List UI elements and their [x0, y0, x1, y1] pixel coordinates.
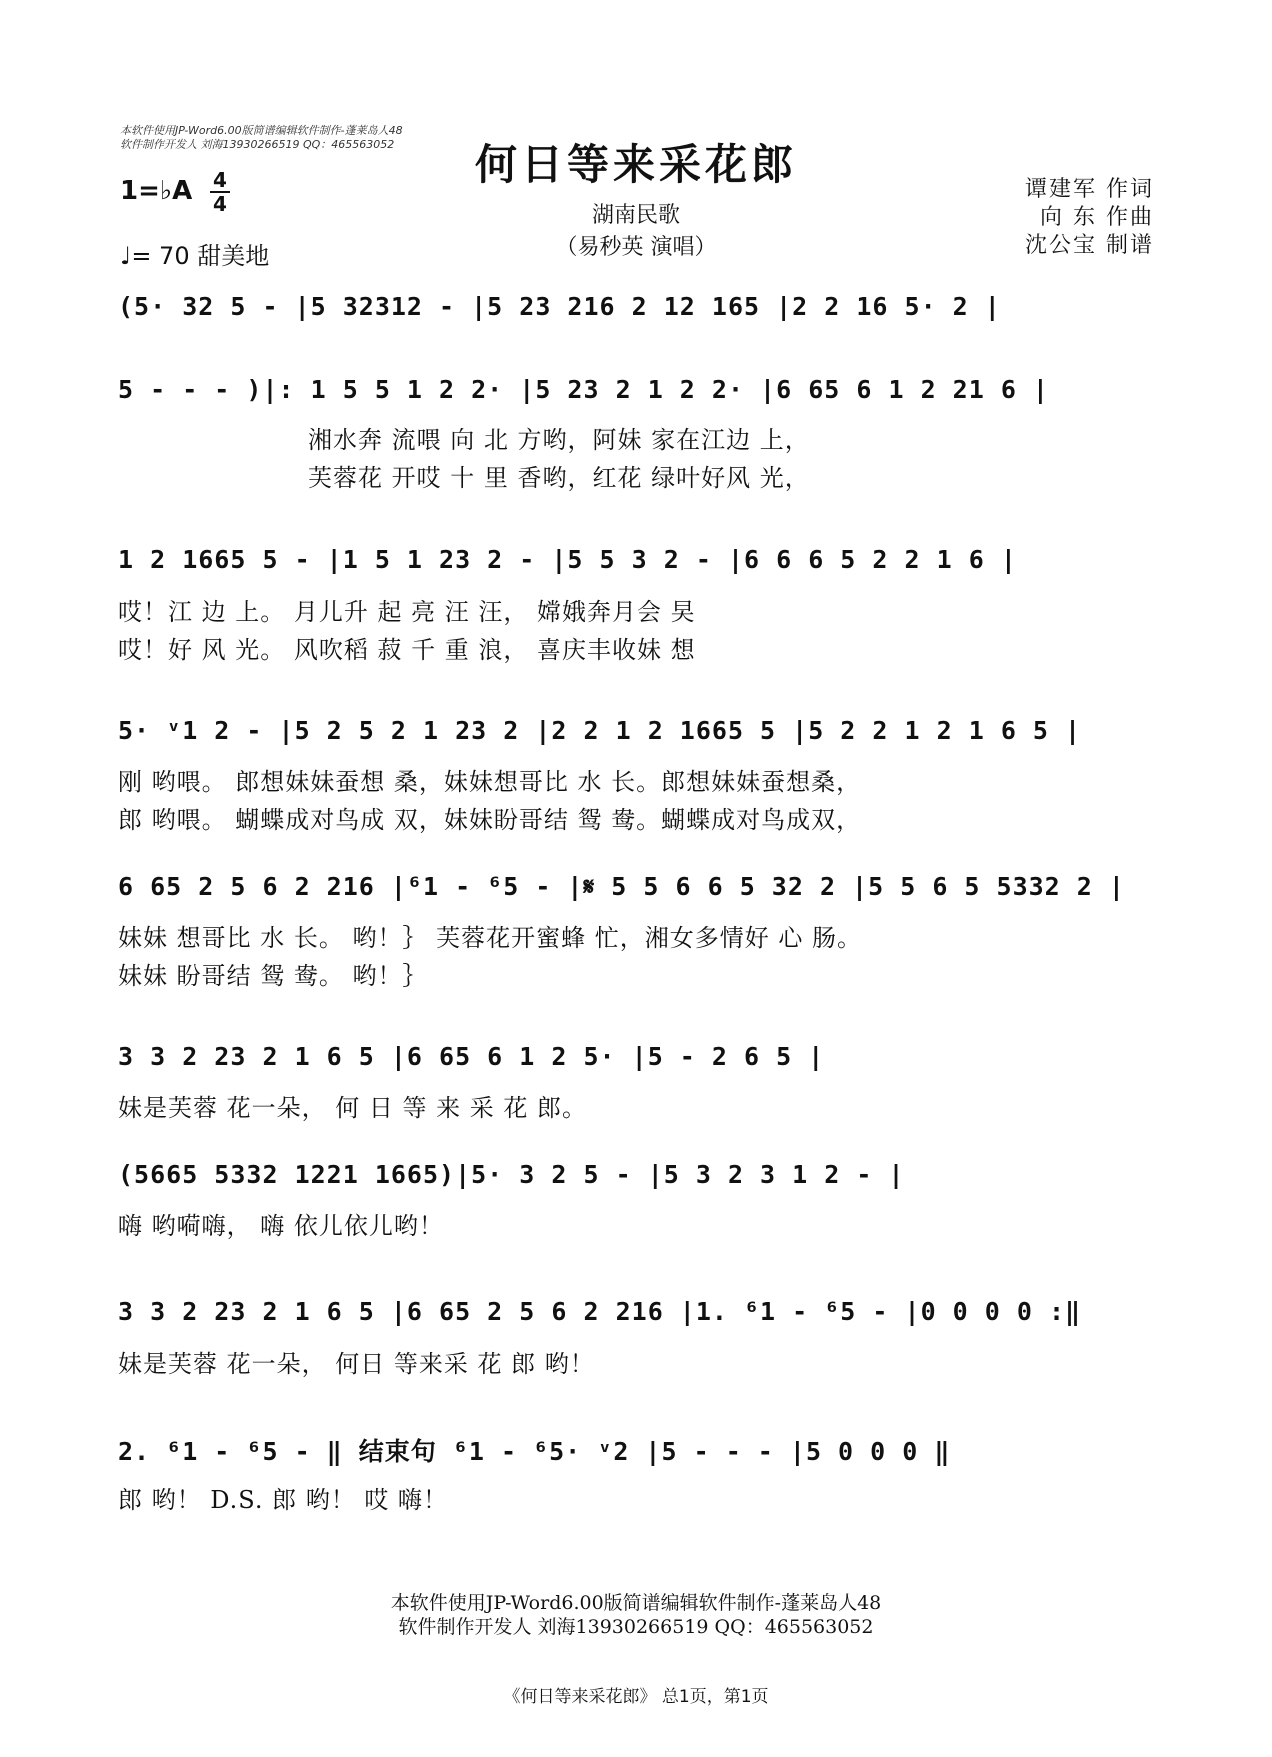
- lyric-line-3b: 哎！好 风 光。 风吹稻 菽 千 重 浪， 喜庆丰收妹 想: [118, 636, 696, 664]
- lyric-line-5a: 妹妹 想哥比 水 长。 哟！｝ 芙蓉花开蜜蜂 忙，湘女多情好 心 肠。: [118, 924, 863, 952]
- lyric-line-4b: 郎 哟喂。 蝴蝶成对鸟成 双，妹妹盼哥结 鸳 鸯。蝴蝶成对鸟成双，: [118, 806, 862, 834]
- watermark-line-2: 软件制作开发人 刘海13930266519 QQ：465563052: [120, 138, 395, 151]
- time-signature: [210, 170, 230, 214]
- song-singer: （易秒英 演唱）: [555, 235, 717, 260]
- score-line-5: 6 65 2 5 6 2 216 |⁶1 - ⁶5 - |𝄋 5 5 6 6 5 32 2 |5 5 6 5 5332 2 |: [118, 872, 1125, 901]
- score-line-6: 3 3 2 23 2 1 6 5 |6 65 6 1 2 5· |5 - 2 6 5 |: [118, 1042, 825, 1071]
- time-signature-bottom: 4: [213, 192, 227, 216]
- score-line-7: (5665 5332 1221 1665)|5· 3 2 5 - |5 3 2 3 1 2 - |: [118, 1160, 905, 1189]
- score-line-2: 5 - - - )|: 1 5 5 1 2 2· |5 23 2 1 2 2· |6 65 6 1 2 21 6 |: [118, 375, 1049, 404]
- score-line-4: 5· ᵛ1 2 - |5 2 5 2 1 23 2 |2 2 1 2 1665 5 |5 2 2 1 2 1 6 5 |: [118, 716, 1082, 745]
- bottom-software-note-2: 软件制作开发人 刘海13930266519 QQ：465563052: [398, 1616, 874, 1638]
- time-signature-top: 4: [213, 168, 227, 192]
- song-genre: 湖南民歌: [591, 203, 680, 228]
- arranger-credit: 沈公宝 制谱: [1025, 233, 1154, 258]
- composer-credit: 向 东 作曲: [1040, 205, 1154, 230]
- song-title: 何日等来采花郎: [474, 140, 797, 189]
- score-line-3: 1 2 1665 5 - |1 5 1 23 2 - |5 5 3 2 - |6 6 6 5 2 2 1 6 |: [118, 545, 1017, 574]
- bottom-software-note-1: 本软件使用JP-Word6.00版简谱编辑软件制作-蓬莱岛人48: [390, 1592, 882, 1614]
- lyric-line-2a: 湘水奔 流喂 向 北 方哟，阿妹 家在江边 上，: [308, 426, 810, 454]
- page-footer: 《何日等来采花郎》 总1页，第1页: [503, 1687, 769, 1707]
- tempo-marking: ♩= 70 甜美地: [120, 242, 270, 270]
- lyric-line-3a: 哎！江 边 上。 月儿升 起 亮 汪 汪， 嫦娥奔月会 旲: [118, 598, 696, 626]
- lyricist-credit: 谭建军 作词: [1025, 177, 1154, 202]
- score-line-1: (5· 32 5 - |5 32312 - |5 23 216 2 12 165 |2 2 16 5· 2 |: [118, 292, 1001, 321]
- lyric-line-7: 嗨 哟嗬嗨， 嗨 依儿依儿哟！: [118, 1212, 444, 1240]
- watermark-line-1: 本软件使用JP-Word6.00版简谱编辑软件制作-蓬莱岛人48: [120, 124, 403, 137]
- score-line-8: 3 3 2 23 2 1 6 5 |6 65 2 5 6 2 216 |1. ⁶1 - ⁶5 - |0 0 0 0 :‖: [118, 1297, 1082, 1326]
- lyric-line-2b: 芙蓉花 开哎 十 里 香哟，红花 绿叶好风 光，: [308, 464, 810, 492]
- lyric-line-6: 妹是芙蓉 花一朵， 何 日 等 来 采 花 郎。: [118, 1094, 588, 1122]
- lyric-line-4a: 刚 哟喂。 郎想妹妹蚕想 桑，妹妹想哥比 水 长。郎想妹妹蚕想桑，: [118, 768, 862, 796]
- score-line-9: 2. ⁶1 - ⁶5 - ‖ 结束句 ⁶1 - ⁶5· ᵛ2 |5 - - - |5 0 0 0 ‖: [118, 1437, 951, 1466]
- lyric-line-8: 妹是芙蓉 花一朵， 何日 等来采 花 郎 哟！: [118, 1350, 595, 1378]
- key-signature: 1=♭A: [120, 176, 193, 206]
- lyric-line-9: 郎 哟！ D.S. 郎 哟！ 哎 嗨！: [118, 1486, 449, 1514]
- lyric-line-5b: 妹妹 盼哥结 鸳 鸯。 哟！｝: [118, 962, 428, 990]
